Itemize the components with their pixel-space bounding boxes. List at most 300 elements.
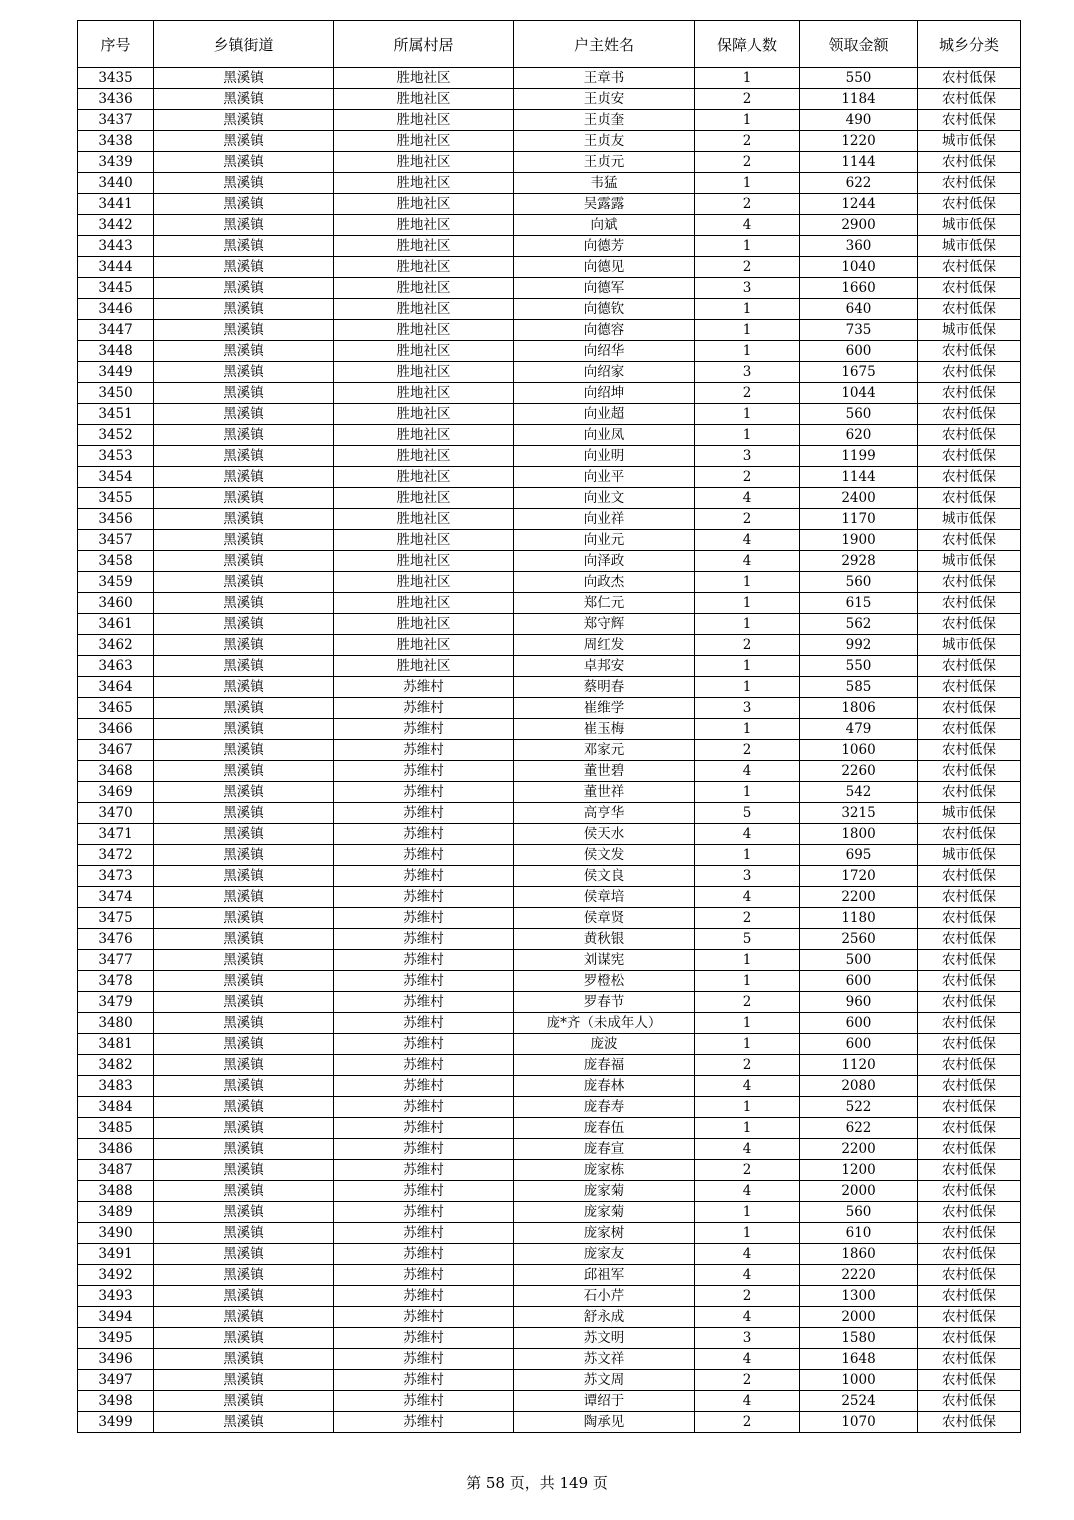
serial-cell: 3467 [78, 740, 154, 761]
serial-cell: 3441 [78, 194, 154, 215]
village-cell: 苏维村 [334, 1286, 514, 1307]
persons-cell: 2 [695, 194, 800, 215]
persons-cell: 1 [695, 572, 800, 593]
table-row [78, 782, 1021, 803]
amount-cell: 360 [800, 236, 918, 257]
table-row [78, 131, 1021, 152]
table-row [78, 1160, 1021, 1181]
persons-cell: 1 [695, 320, 800, 341]
table-row [78, 1391, 1021, 1412]
town-cell: 黑溪镇 [154, 845, 334, 866]
serial-cell: 3482 [78, 1055, 154, 1076]
householder-cell: 向绍华 [514, 341, 695, 362]
persons-cell: 4 [695, 824, 800, 845]
householder-cell: 高亨华 [514, 803, 695, 824]
persons-cell: 2 [695, 152, 800, 173]
persons-cell: 1 [695, 656, 800, 677]
householder-cell: 王贞奎 [514, 110, 695, 131]
amount-cell: 542 [800, 782, 918, 803]
table-row [78, 215, 1021, 236]
amount-cell: 1044 [800, 383, 918, 404]
category-cell: 农村低保 [918, 425, 1021, 446]
village-cell: 苏维村 [334, 950, 514, 971]
householder-cell: 侯文良 [514, 866, 695, 887]
town-cell: 黑溪镇 [154, 1223, 334, 1244]
category-cell: 农村低保 [918, 656, 1021, 677]
amount-cell: 550 [800, 68, 918, 89]
table-row [78, 1034, 1021, 1055]
table-row [78, 1412, 1021, 1433]
householder-cell: 邓家元 [514, 740, 695, 761]
village-cell: 苏维村 [334, 845, 514, 866]
persons-cell: 2 [695, 908, 800, 929]
table-row [78, 1181, 1021, 1202]
serial-cell: 3478 [78, 971, 154, 992]
amount-cell: 1806 [800, 698, 918, 719]
amount-cell: 1070 [800, 1412, 918, 1433]
serial-cell: 3483 [78, 1076, 154, 1097]
village-cell: 苏维村 [334, 1370, 514, 1391]
town-cell: 黑溪镇 [154, 173, 334, 194]
category-cell: 农村低保 [918, 761, 1021, 782]
category-cell: 农村低保 [918, 152, 1021, 173]
serial-cell: 3469 [78, 782, 154, 803]
town-cell: 黑溪镇 [154, 782, 334, 803]
town-cell: 黑溪镇 [154, 1034, 334, 1055]
village-cell: 苏维村 [334, 971, 514, 992]
amount-cell: 1000 [800, 1370, 918, 1391]
serial-cell: 3454 [78, 467, 154, 488]
householder-cell: 王章书 [514, 68, 695, 89]
table-row [78, 971, 1021, 992]
village-cell: 胜地社区 [334, 572, 514, 593]
amount-cell: 622 [800, 173, 918, 194]
persons-cell: 1 [695, 1223, 800, 1244]
category-cell: 农村低保 [918, 1055, 1021, 1076]
serial-cell: 3477 [78, 950, 154, 971]
table-row [78, 1307, 1021, 1328]
persons-cell: 3 [695, 446, 800, 467]
town-cell: 黑溪镇 [154, 1412, 334, 1433]
serial-cell: 3495 [78, 1328, 154, 1349]
category-cell: 城市低保 [918, 845, 1021, 866]
village-cell: 苏维村 [334, 1013, 514, 1034]
householder-cell: 向业平 [514, 467, 695, 488]
householder-cell: 苏文祥 [514, 1349, 695, 1370]
serial-cell: 3440 [78, 173, 154, 194]
amount-cell: 562 [800, 614, 918, 635]
town-cell: 黑溪镇 [154, 1118, 334, 1139]
category-cell: 农村低保 [918, 446, 1021, 467]
town-cell: 黑溪镇 [154, 971, 334, 992]
table-row [78, 299, 1021, 320]
table-row [78, 467, 1021, 488]
town-cell: 黑溪镇 [154, 110, 334, 131]
category-cell: 农村低保 [918, 1118, 1021, 1139]
householder-cell: 向德钦 [514, 299, 695, 320]
amount-cell: 1040 [800, 257, 918, 278]
page-footer: 第 58 页，共 149 页 [466, 1474, 608, 1492]
serial-cell: 3451 [78, 404, 154, 425]
householder-cell: 苏文周 [514, 1370, 695, 1391]
village-cell: 胜地社区 [334, 362, 514, 383]
serial-cell: 3463 [78, 656, 154, 677]
category-cell: 农村低保 [918, 1370, 1021, 1391]
town-cell: 黑溪镇 [154, 1391, 334, 1412]
table-row [78, 1076, 1021, 1097]
serial-cell: 3448 [78, 341, 154, 362]
village-cell: 胜地社区 [334, 152, 514, 173]
table-row [78, 593, 1021, 614]
category-cell: 农村低保 [918, 1139, 1021, 1160]
category-cell: 农村低保 [918, 824, 1021, 845]
village-cell: 苏维村 [334, 782, 514, 803]
persons-cell: 4 [695, 1181, 800, 1202]
amount-cell: 1184 [800, 89, 918, 110]
village-cell: 苏维村 [334, 824, 514, 845]
category-cell: 农村低保 [918, 257, 1021, 278]
persons-cell: 3 [695, 362, 800, 383]
persons-cell: 4 [695, 488, 800, 509]
town-cell: 黑溪镇 [154, 740, 334, 761]
serial-cell: 3488 [78, 1181, 154, 1202]
village-cell: 胜地社区 [334, 194, 514, 215]
householder-cell: 庞春林 [514, 1076, 695, 1097]
village-cell: 苏维村 [334, 1139, 514, 1160]
table-row [78, 1139, 1021, 1160]
village-cell: 苏维村 [334, 740, 514, 761]
householder-cell: 庞波 [514, 1034, 695, 1055]
amount-cell: 2000 [800, 1181, 918, 1202]
amount-cell: 992 [800, 635, 918, 656]
serial-cell: 3461 [78, 614, 154, 635]
category-cell: 城市低保 [918, 551, 1021, 572]
table-row [78, 446, 1021, 467]
householder-cell: 崔维学 [514, 698, 695, 719]
persons-cell: 3 [695, 1328, 800, 1349]
category-cell: 农村低保 [918, 1160, 1021, 1181]
table-row [78, 89, 1021, 110]
persons-cell: 1 [695, 782, 800, 803]
village-cell: 苏维村 [334, 761, 514, 782]
persons-cell: 4 [695, 1244, 800, 1265]
householder-cell: 向绍坤 [514, 383, 695, 404]
amount-cell: 1144 [800, 152, 918, 173]
serial-cell: 3449 [78, 362, 154, 383]
amount-cell: 1120 [800, 1055, 918, 1076]
town-cell: 黑溪镇 [154, 1160, 334, 1181]
category-cell: 农村低保 [918, 782, 1021, 803]
table-row [78, 152, 1021, 173]
table-row [78, 656, 1021, 677]
serial-cell: 3458 [78, 551, 154, 572]
amount-cell: 1300 [800, 1286, 918, 1307]
amount-cell: 1580 [800, 1328, 918, 1349]
householder-cell: 庞家栋 [514, 1160, 695, 1181]
serial-cell: 3494 [78, 1307, 154, 1328]
town-cell: 黑溪镇 [154, 383, 334, 404]
town-cell: 黑溪镇 [154, 635, 334, 656]
village-cell: 胜地社区 [334, 257, 514, 278]
amount-cell: 1800 [800, 824, 918, 845]
village-cell: 胜地社区 [334, 68, 514, 89]
table-row [78, 110, 1021, 131]
village-cell: 苏维村 [334, 677, 514, 698]
table-row [78, 866, 1021, 887]
persons-cell: 1 [695, 614, 800, 635]
table-row [78, 1013, 1021, 1034]
category-cell: 农村低保 [918, 383, 1021, 404]
village-cell: 苏维村 [334, 1223, 514, 1244]
category-cell: 农村低保 [918, 68, 1021, 89]
amount-cell: 490 [800, 110, 918, 131]
category-cell: 城市低保 [918, 131, 1021, 152]
town-cell: 黑溪镇 [154, 614, 334, 635]
serial-cell: 3450 [78, 383, 154, 404]
category-cell: 农村低保 [918, 110, 1021, 131]
table-row [78, 194, 1021, 215]
category-cell: 农村低保 [918, 278, 1021, 299]
serial-cell: 3442 [78, 215, 154, 236]
village-cell: 苏维村 [334, 1265, 514, 1286]
amount-cell: 2900 [800, 215, 918, 236]
persons-cell: 2 [695, 1160, 800, 1181]
householder-cell: 向德军 [514, 278, 695, 299]
serial-cell: 3472 [78, 845, 154, 866]
householder-cell: 黄秋银 [514, 929, 695, 950]
persons-cell: 2 [695, 257, 800, 278]
householder-cell: 陶承见 [514, 1412, 695, 1433]
householder-cell: 庞春福 [514, 1055, 695, 1076]
table-row [78, 845, 1021, 866]
village-cell: 胜地社区 [334, 89, 514, 110]
amount-cell: 620 [800, 425, 918, 446]
serial-cell: 3497 [78, 1370, 154, 1391]
table-row [78, 278, 1021, 299]
category-cell: 农村低保 [918, 1013, 1021, 1034]
table-row [78, 173, 1021, 194]
amount-cell: 622 [800, 1118, 918, 1139]
householder-cell: 韦猛 [514, 173, 695, 194]
serial-cell: 3499 [78, 1412, 154, 1433]
table-row [78, 509, 1021, 530]
town-cell: 黑溪镇 [154, 929, 334, 950]
householder-cell: 侯天水 [514, 824, 695, 845]
table-row [78, 1118, 1021, 1139]
table-row [78, 68, 1021, 89]
persons-cell: 1 [695, 950, 800, 971]
persons-cell: 1 [695, 173, 800, 194]
category-cell: 农村低保 [918, 614, 1021, 635]
serial-cell: 3435 [78, 68, 154, 89]
householder-cell: 侯章培 [514, 887, 695, 908]
amount-cell: 2928 [800, 551, 918, 572]
amount-cell: 1660 [800, 278, 918, 299]
amount-cell: 500 [800, 950, 918, 971]
town-cell: 黑溪镇 [154, 488, 334, 509]
table-row [78, 1370, 1021, 1391]
householder-cell: 庞春寿 [514, 1097, 695, 1118]
town-cell: 黑溪镇 [154, 194, 334, 215]
householder-cell: 庞春宣 [514, 1139, 695, 1160]
persons-cell: 1 [695, 236, 800, 257]
amount-cell: 2220 [800, 1265, 918, 1286]
header-row [78, 21, 1021, 68]
category-cell: 农村低保 [918, 1223, 1021, 1244]
householder-cell: 庞家菊 [514, 1181, 695, 1202]
category-cell: 农村低保 [918, 1412, 1021, 1433]
category-cell: 农村低保 [918, 1328, 1021, 1349]
serial-cell: 3485 [78, 1118, 154, 1139]
category-cell: 农村低保 [918, 1202, 1021, 1223]
village-cell: 胜地社区 [334, 593, 514, 614]
householder-cell: 向德容 [514, 320, 695, 341]
town-cell: 黑溪镇 [154, 950, 334, 971]
householder-cell: 罗春节 [514, 992, 695, 1013]
village-cell: 苏维村 [334, 698, 514, 719]
amount-cell: 1675 [800, 362, 918, 383]
table-row [78, 1328, 1021, 1349]
town-cell: 黑溪镇 [154, 887, 334, 908]
householder-cell: 向业祥 [514, 509, 695, 530]
persons-cell: 1 [695, 341, 800, 362]
category-cell: 农村低保 [918, 593, 1021, 614]
col-header-persons: 保障人数 [695, 21, 800, 68]
amount-cell: 3215 [800, 803, 918, 824]
village-cell: 胜地社区 [334, 110, 514, 131]
householder-cell: 向业超 [514, 404, 695, 425]
category-cell: 农村低保 [918, 929, 1021, 950]
householder-cell: 向业元 [514, 530, 695, 551]
table-row [78, 698, 1021, 719]
category-cell: 农村低保 [918, 950, 1021, 971]
amount-cell: 2400 [800, 488, 918, 509]
householder-cell: 向德见 [514, 257, 695, 278]
town-cell: 黑溪镇 [154, 1202, 334, 1223]
town-cell: 黑溪镇 [154, 215, 334, 236]
serial-cell: 3484 [78, 1097, 154, 1118]
table-row [78, 488, 1021, 509]
householder-cell: 崔玉梅 [514, 719, 695, 740]
persons-cell: 2 [695, 383, 800, 404]
amount-cell: 1648 [800, 1349, 918, 1370]
serial-cell: 3447 [78, 320, 154, 341]
village-cell: 苏维村 [334, 866, 514, 887]
town-cell: 黑溪镇 [154, 530, 334, 551]
town-cell: 黑溪镇 [154, 551, 334, 572]
serial-cell: 3453 [78, 446, 154, 467]
serial-cell: 3489 [78, 1202, 154, 1223]
serial-cell: 3496 [78, 1349, 154, 1370]
village-cell: 苏维村 [334, 1055, 514, 1076]
village-cell: 胜地社区 [334, 467, 514, 488]
town-cell: 黑溪镇 [154, 278, 334, 299]
amount-cell: 2200 [800, 1139, 918, 1160]
col-header-category: 城乡分类 [918, 21, 1021, 68]
householder-cell: 向业文 [514, 488, 695, 509]
village-cell: 苏维村 [334, 803, 514, 824]
serial-cell: 3465 [78, 698, 154, 719]
persons-cell: 4 [695, 1139, 800, 1160]
town-cell: 黑溪镇 [154, 320, 334, 341]
town-cell: 黑溪镇 [154, 866, 334, 887]
persons-cell: 1 [695, 1202, 800, 1223]
serial-cell: 3438 [78, 131, 154, 152]
village-cell: 苏维村 [334, 719, 514, 740]
village-cell: 苏维村 [334, 1244, 514, 1265]
col-header-village: 所属村居 [334, 21, 514, 68]
category-cell: 农村低保 [918, 992, 1021, 1013]
village-cell: 苏维村 [334, 887, 514, 908]
serial-cell: 3490 [78, 1223, 154, 1244]
town-cell: 黑溪镇 [154, 299, 334, 320]
serial-cell: 3446 [78, 299, 154, 320]
category-cell: 农村低保 [918, 866, 1021, 887]
table-row [78, 1055, 1021, 1076]
persons-cell: 4 [695, 1076, 800, 1097]
village-cell: 苏维村 [334, 1118, 514, 1139]
persons-cell: 5 [695, 929, 800, 950]
town-cell: 黑溪镇 [154, 1370, 334, 1391]
householder-cell: 卓邦安 [514, 656, 695, 677]
amount-cell: 1144 [800, 467, 918, 488]
town-cell: 黑溪镇 [154, 1139, 334, 1160]
village-cell: 胜地社区 [334, 404, 514, 425]
town-cell: 黑溪镇 [154, 698, 334, 719]
category-cell: 城市低保 [918, 320, 1021, 341]
householder-cell: 石小芹 [514, 1286, 695, 1307]
category-cell: 农村低保 [918, 194, 1021, 215]
table-row [78, 719, 1021, 740]
householder-cell: 庞*齐（未成年人） [514, 1013, 695, 1034]
householder-cell: 蔡明春 [514, 677, 695, 698]
amount-cell: 600 [800, 1034, 918, 1055]
amount-cell: 2200 [800, 887, 918, 908]
persons-cell: 2 [695, 992, 800, 1013]
persons-cell: 2 [695, 509, 800, 530]
persons-cell: 1 [695, 110, 800, 131]
persons-cell: 2 [695, 740, 800, 761]
category-cell: 农村低保 [918, 719, 1021, 740]
town-cell: 黑溪镇 [154, 257, 334, 278]
table-row [78, 1349, 1021, 1370]
category-cell: 农村低保 [918, 341, 1021, 362]
persons-cell: 1 [695, 404, 800, 425]
category-cell: 农村低保 [918, 1097, 1021, 1118]
village-cell: 胜地社区 [334, 341, 514, 362]
householder-cell: 王贞友 [514, 131, 695, 152]
householder-cell: 庞家友 [514, 1244, 695, 1265]
amount-cell: 600 [800, 971, 918, 992]
town-cell: 黑溪镇 [154, 1076, 334, 1097]
town-cell: 黑溪镇 [154, 677, 334, 698]
persons-cell: 1 [695, 1034, 800, 1055]
amount-cell: 1720 [800, 866, 918, 887]
village-cell: 胜地社区 [334, 446, 514, 467]
category-cell: 城市低保 [918, 803, 1021, 824]
village-cell: 胜地社区 [334, 236, 514, 257]
category-cell: 农村低保 [918, 404, 1021, 425]
serial-cell: 3445 [78, 278, 154, 299]
householder-cell: 向业明 [514, 446, 695, 467]
householder-cell: 郑守辉 [514, 614, 695, 635]
village-cell: 胜地社区 [334, 635, 514, 656]
town-cell: 黑溪镇 [154, 1265, 334, 1286]
persons-cell: 3 [695, 698, 800, 719]
serial-cell: 3462 [78, 635, 154, 656]
town-cell: 黑溪镇 [154, 1307, 334, 1328]
table-row [78, 992, 1021, 1013]
